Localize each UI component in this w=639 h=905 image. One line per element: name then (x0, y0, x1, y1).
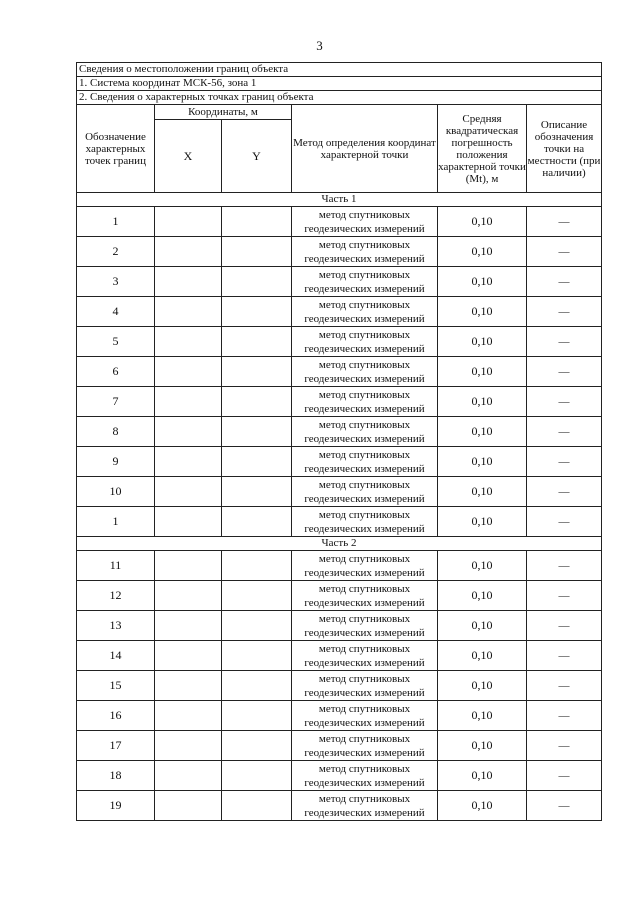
coord-y (222, 267, 292, 297)
coord-y (222, 327, 292, 357)
point-number: 6 (77, 357, 155, 387)
method-line-1: метод спутниковых (318, 388, 411, 401)
method-line-1: метод спутниковых (318, 702, 411, 715)
table-row (77, 417, 602, 447)
coord-y (222, 731, 292, 761)
method-line-2: геодезических измерений (304, 432, 425, 445)
method-line-1: метод спутниковых (318, 582, 411, 595)
point-number: 15 (77, 671, 155, 701)
description-dash: — (527, 417, 602, 447)
coord-x (155, 731, 222, 761)
method-line-1: метод спутниковых (318, 672, 411, 685)
table-row (77, 611, 602, 641)
points-section-title: 2. Сведения о характерных точках границ объекта (77, 91, 602, 105)
table-row (77, 791, 602, 821)
description-dash: — (527, 581, 602, 611)
method-line-2: геодезических измерений (304, 492, 425, 505)
table-row (77, 297, 602, 327)
table-row (77, 237, 602, 267)
table-row (77, 267, 602, 297)
coord-x (155, 357, 222, 387)
coord-x (155, 581, 222, 611)
accuracy-value: 0,10 (438, 581, 527, 611)
point-number: 9 (77, 447, 155, 477)
coord-x (155, 327, 222, 357)
coord-y (222, 237, 292, 267)
accuracy-value: 0,10 (438, 791, 527, 821)
description-dash: — (527, 237, 602, 267)
point-number: 17 (77, 731, 155, 761)
coord-y (222, 791, 292, 821)
method-line-2: геодезических измерений (304, 312, 425, 325)
description-dash: — (527, 671, 602, 701)
header-x: X (155, 120, 222, 193)
method-line-2: геодезических измерений (304, 462, 425, 475)
description-dash: — (527, 761, 602, 791)
method-line-2: геодезических измерений (304, 222, 425, 235)
coord-x (155, 417, 222, 447)
coord-y (222, 611, 292, 641)
coord-x (155, 387, 222, 417)
method-line-2: геодезических измерений (304, 342, 425, 355)
description-dash: — (527, 207, 602, 237)
table-row (77, 761, 602, 791)
header-y: Y (222, 120, 292, 193)
coord-y (222, 417, 292, 447)
table-row (77, 581, 602, 611)
coord-x (155, 761, 222, 791)
method-line-2: геодезических измерений (304, 402, 425, 415)
method-line-1: метод спутниковых (318, 448, 411, 461)
accuracy-value: 0,10 (438, 731, 527, 761)
coord-x (155, 641, 222, 671)
description-dash: — (527, 447, 602, 477)
description-dash: — (527, 551, 602, 581)
coord-x (155, 267, 222, 297)
accuracy-value: 0,10 (438, 297, 527, 327)
coord-y (222, 387, 292, 417)
point-number: 8 (77, 417, 155, 447)
coord-y (222, 671, 292, 701)
method-line-1: метод спутниковых (318, 552, 411, 565)
method-cell (292, 267, 438, 297)
method-line-2: геодезических измерений (304, 372, 425, 385)
method-cell (292, 671, 438, 701)
method-line-1: метод спутниковых (318, 508, 411, 521)
method-cell (292, 207, 438, 237)
method-line-1: метод спутниковых (318, 642, 411, 655)
part-label: Часть 1 (77, 193, 602, 207)
coordinate-system: 1. Система координат МСК-56, зона 1 (77, 77, 602, 91)
table-row (77, 551, 602, 581)
table-row (77, 671, 602, 701)
point-number: 19 (77, 791, 155, 821)
accuracy-value: 0,10 (438, 477, 527, 507)
coord-y (222, 641, 292, 671)
table-row (77, 477, 602, 507)
point-number: 16 (77, 701, 155, 731)
accuracy-value: 0,10 (438, 327, 527, 357)
point-number: 7 (77, 387, 155, 417)
table-row (77, 731, 602, 761)
header-coordinates: Координаты, м (155, 105, 292, 120)
method-cell (292, 701, 438, 731)
point-number: 10 (77, 477, 155, 507)
table-row (77, 447, 602, 477)
part-label: Часть 2 (77, 537, 602, 551)
method-cell (292, 641, 438, 671)
point-number: 1 (77, 507, 155, 537)
description-dash: — (527, 611, 602, 641)
method-line-1: метод спутниковых (318, 762, 411, 775)
coord-x (155, 447, 222, 477)
description-dash: — (527, 701, 602, 731)
coord-y (222, 477, 292, 507)
point-number: 12 (77, 581, 155, 611)
method-cell (292, 761, 438, 791)
header-point-designation: Обозначение характерных точек границ (77, 105, 155, 193)
method-cell (292, 581, 438, 611)
description-dash: — (527, 357, 602, 387)
method-line-2: геодезических измерений (304, 716, 425, 729)
accuracy-value: 0,10 (438, 387, 527, 417)
coord-y (222, 581, 292, 611)
point-number: 1 (77, 207, 155, 237)
coord-x (155, 611, 222, 641)
method-line-2: геодезических измерений (304, 282, 425, 295)
method-cell (292, 611, 438, 641)
method-cell (292, 507, 438, 537)
coord-y (222, 357, 292, 387)
table-row (77, 327, 602, 357)
method-cell (292, 357, 438, 387)
table-row (77, 387, 602, 417)
method-line-2: геодезических измерений (304, 596, 425, 609)
method-cell (292, 447, 438, 477)
method-line-2: геодезических измерений (304, 656, 425, 669)
coord-y (222, 761, 292, 791)
coord-x (155, 477, 222, 507)
method-line-1: метод спутниковых (318, 612, 411, 625)
accuracy-value: 0,10 (438, 671, 527, 701)
method-line-2: геодезических измерений (304, 252, 425, 265)
accuracy-value: 0,10 (438, 641, 527, 671)
accuracy-value: 0,10 (438, 701, 527, 731)
description-dash: — (527, 267, 602, 297)
description-dash: — (527, 641, 602, 671)
coord-y (222, 701, 292, 731)
method-line-1: метод спутниковых (318, 792, 411, 805)
point-number: 18 (77, 761, 155, 791)
page-number: 3 (316, 38, 323, 53)
method-line-1: метод спутниковых (318, 418, 411, 431)
method-cell (292, 327, 438, 357)
method-line-2: геодезических измерений (304, 746, 425, 759)
description-dash: — (527, 327, 602, 357)
point-number: 13 (77, 611, 155, 641)
accuracy-value: 0,10 (438, 761, 527, 791)
method-line-1: метод спутниковых (318, 208, 411, 221)
method-line-1: метод спутниковых (318, 358, 411, 371)
method-cell (292, 237, 438, 267)
table-row (77, 507, 602, 537)
coord-y (222, 207, 292, 237)
accuracy-value: 0,10 (438, 267, 527, 297)
header-method: Метод определения координат характерной точки (292, 105, 438, 193)
point-number: 3 (77, 267, 155, 297)
coord-y (222, 551, 292, 581)
coord-y (222, 507, 292, 537)
method-line-1: метод спутниковых (318, 238, 411, 251)
coord-y (222, 447, 292, 477)
point-number: 4 (77, 297, 155, 327)
accuracy-value: 0,10 (438, 611, 527, 641)
coord-x (155, 671, 222, 701)
description-dash: — (527, 731, 602, 761)
description-dash: — (527, 297, 602, 327)
description-dash: — (527, 477, 602, 507)
coord-x (155, 551, 222, 581)
table-row (77, 701, 602, 731)
point-number: 11 (77, 551, 155, 581)
table-title: Сведения о местоположении границ объекта (77, 63, 602, 77)
accuracy-value: 0,10 (438, 207, 527, 237)
method-cell (292, 297, 438, 327)
method-cell (292, 791, 438, 821)
boundary-points-table (76, 62, 602, 821)
accuracy-value: 0,10 (438, 447, 527, 477)
coord-y (222, 297, 292, 327)
method-cell (292, 551, 438, 581)
coord-x (155, 237, 222, 267)
coord-x (155, 507, 222, 537)
coord-x (155, 297, 222, 327)
method-line-2: геодезических измерений (304, 522, 425, 535)
point-number: 5 (77, 327, 155, 357)
accuracy-value: 0,10 (438, 507, 527, 537)
method-cell (292, 387, 438, 417)
method-line-1: метод спутниковых (318, 328, 411, 341)
table-row (77, 641, 602, 671)
method-cell (292, 477, 438, 507)
method-line-1: метод спутниковых (318, 268, 411, 281)
method-line-2: геодезических измерений (304, 686, 425, 699)
accuracy-value: 0,10 (438, 551, 527, 581)
header-description: Описание обозначения точки на местности (при наличии) (527, 105, 602, 193)
table-row (77, 207, 602, 237)
method-cell (292, 731, 438, 761)
accuracy-value: 0,10 (438, 417, 527, 447)
method-line-2: геодезических измерений (304, 806, 425, 819)
coord-x (155, 791, 222, 821)
method-cell (292, 417, 438, 447)
header-accuracy: Средняя квадратическая погрешность положения характерной точки (Mt), м (438, 105, 527, 193)
description-dash: — (527, 387, 602, 417)
coord-x (155, 701, 222, 731)
accuracy-value: 0,10 (438, 357, 527, 387)
description-dash: — (527, 791, 602, 821)
method-line-2: геодезических измерений (304, 566, 425, 579)
method-line-1: метод спутниковых (318, 298, 411, 311)
table-row (77, 357, 602, 387)
point-number: 2 (77, 237, 155, 267)
method-line-2: геодезических измерений (304, 626, 425, 639)
method-line-1: метод спутниковых (318, 732, 411, 745)
point-number: 14 (77, 641, 155, 671)
accuracy-value: 0,10 (438, 237, 527, 267)
coord-x (155, 207, 222, 237)
method-line-1: метод спутниковых (318, 478, 411, 491)
method-line-2: геодезических измерений (304, 776, 425, 789)
description-dash: — (527, 507, 602, 537)
